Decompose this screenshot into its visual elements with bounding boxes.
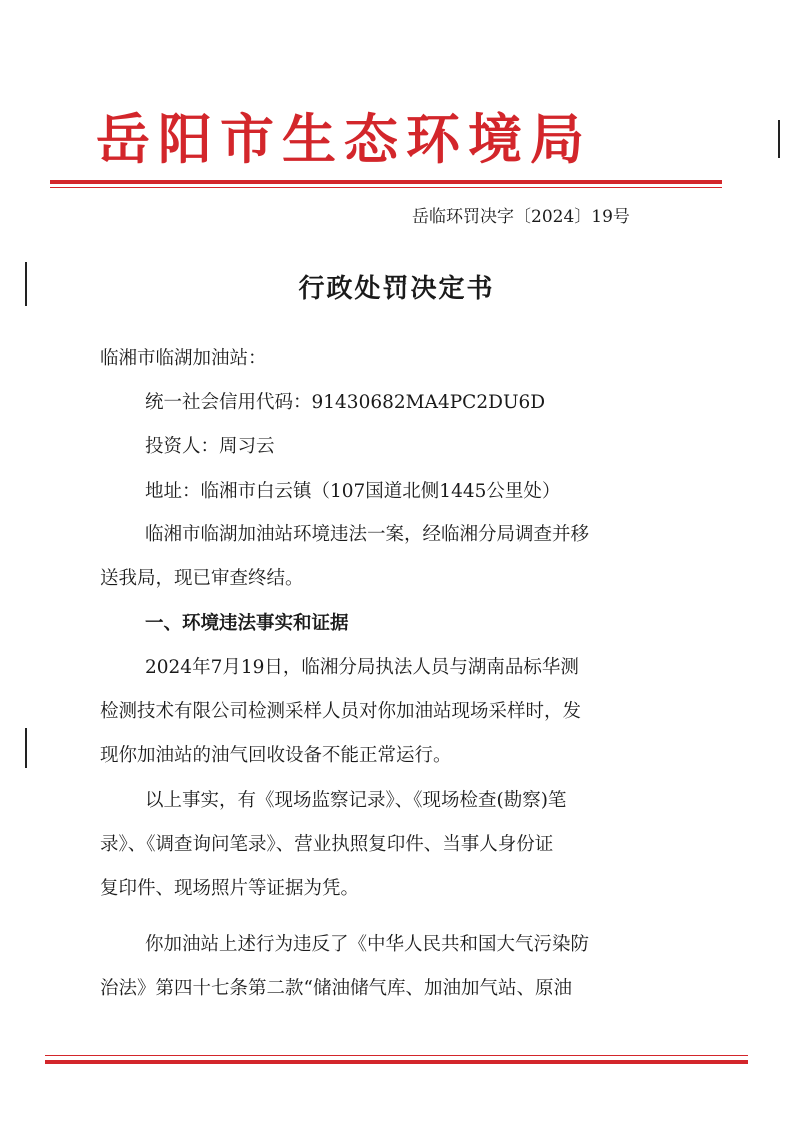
party-address: 地址：临湘市白云镇（107国道北侧1445公里处） (145, 481, 561, 502)
evidence-line-2: 录》、《调查询问笔录》、营业执照复印件、当事人身份证 (100, 834, 554, 855)
party-name: 临湘市临湖加油站： (100, 348, 267, 369)
document-title: 行政处罚决定书 (298, 274, 495, 304)
evidence-line-3: 复印件、现场照片等证据为凭。 (100, 878, 360, 899)
facts-line-3: 现你加油站的油气回收设备不能正常运行。 (100, 745, 452, 766)
intro-line-1: 临湘市临湖加油站环境违法一案，经临湘分局调查并移 (145, 524, 590, 545)
footer-rule-thin (45, 1055, 748, 1056)
letterhead-rule-thick (50, 180, 722, 184)
party-investor: 投资人：周习云 (145, 436, 275, 457)
facts-line-2: 检测技术有限公司检测采样人员对你加油站现场采样时，发 (100, 701, 582, 722)
violation-line-1: 你加油站上述行为违反了《中华人民共和国大气污染防 (145, 934, 590, 955)
scan-margin-mark-middle (25, 728, 27, 768)
party-credit-code: 统一社会信用代码：91430682MA4PC2DU6D (145, 392, 546, 413)
facts-line-1: 2024年7月19日，临湘分局执法人员与湖南品标华测 (145, 657, 579, 678)
agency-letterhead: 岳阳市生态环境局 (96, 108, 592, 171)
scan-margin-mark-top (25, 262, 27, 306)
violation-line-2: 治法》第四十七条第二款“储油储气库、加油加气站、原油 (100, 978, 572, 999)
document-number: 岳临环罚决字〔2024〕19号 (412, 207, 630, 227)
letterhead-rule-thin (50, 187, 722, 188)
section-1-heading: 一、环境违法事实和证据 (145, 613, 349, 634)
evidence-line-1: 以上事实，有《现场监察记录》、《现场检查(勘察)笔 (145, 790, 567, 811)
footer-rule-thick (45, 1060, 748, 1064)
intro-line-2: 送我局，现已审查终结。 (100, 568, 304, 589)
scan-margin-mark-right (778, 120, 780, 158)
